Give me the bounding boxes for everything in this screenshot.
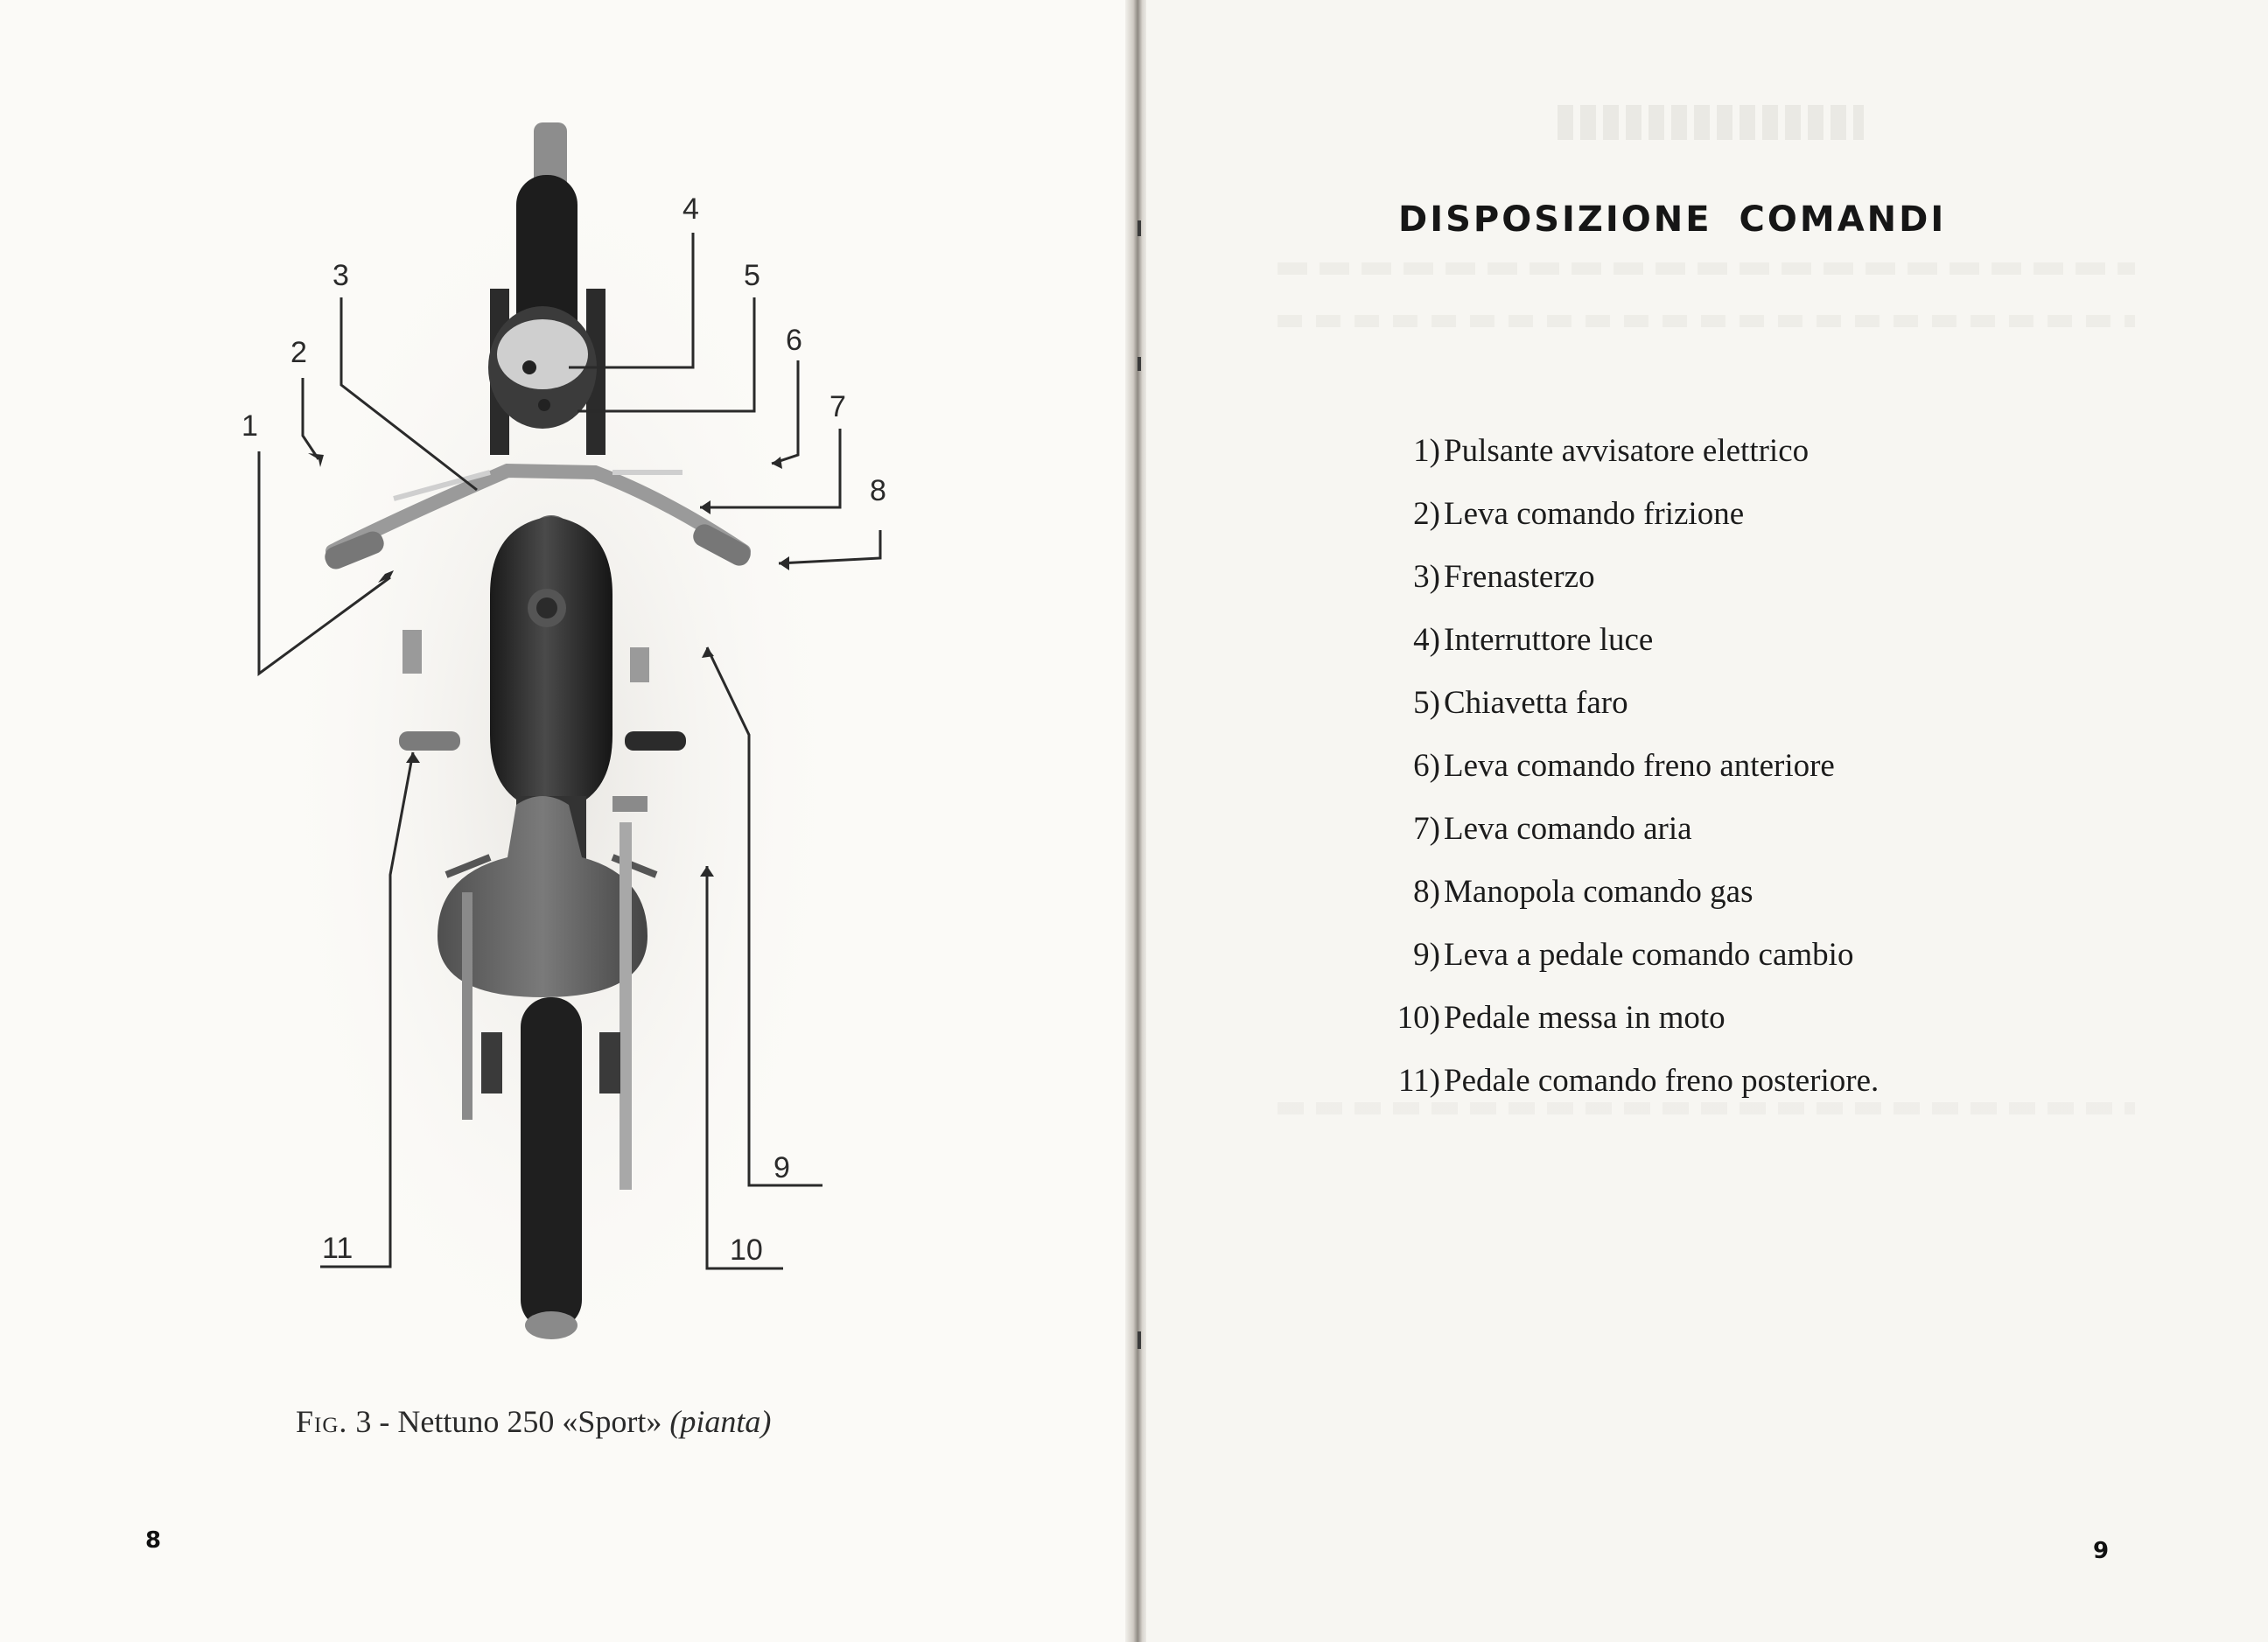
control-label: Leva comando aria bbox=[1444, 811, 1692, 847]
list-item bbox=[1348, 679, 1628, 742]
callout-7: 7 bbox=[830, 390, 846, 423]
controls-list bbox=[1348, 427, 1880, 1120]
callout-5: 5 bbox=[744, 259, 760, 292]
caption-title: Nettuno 250 «Sport» bbox=[397, 1404, 662, 1439]
control-label: Leva comando frizione bbox=[1444, 496, 1745, 532]
list-item bbox=[1348, 553, 1595, 616]
page-number-right: 9 bbox=[2093, 1538, 2110, 1564]
control-number: 5) bbox=[1413, 685, 1440, 721]
list-item bbox=[1348, 427, 1810, 490]
list-item bbox=[1348, 490, 1745, 553]
control-number: 1) bbox=[1413, 433, 1440, 469]
page-heading: DISPOSIZIONE COMANDI bbox=[1398, 199, 1947, 240]
caption-fig-number: 3 bbox=[355, 1404, 372, 1439]
control-number: 6) bbox=[1413, 748, 1440, 784]
callout-6: 6 bbox=[786, 324, 802, 357]
callout-2: 2 bbox=[290, 336, 307, 369]
list-item bbox=[1348, 994, 1726, 1057]
bleed-through-decoration bbox=[1278, 315, 2135, 327]
control-label: Pedale messa in moto bbox=[1444, 1000, 1726, 1036]
control-number: 4) bbox=[1413, 622, 1440, 658]
control-number: 11) bbox=[1398, 1063, 1440, 1099]
list-item bbox=[1348, 931, 1854, 994]
page-number-left: 8 bbox=[145, 1527, 162, 1554]
control-label: Frenasterzo bbox=[1444, 559, 1595, 595]
control-label: Pulsante avvisatore elettrico bbox=[1444, 433, 1810, 469]
control-label: Manopola comando gas bbox=[1444, 874, 1754, 910]
control-label: Pedale comando freno posteriore. bbox=[1444, 1063, 1880, 1099]
callout-1: 1 bbox=[242, 409, 258, 443]
list-item bbox=[1348, 742, 1835, 805]
control-number: 9) bbox=[1413, 937, 1440, 973]
caption-fig-label: Fig. bbox=[296, 1404, 348, 1439]
control-label: Interruttore luce bbox=[1444, 622, 1654, 658]
control-label: Chiavetta faro bbox=[1444, 685, 1628, 721]
control-label: Leva comando freno anteriore bbox=[1444, 748, 1835, 784]
book-gutter bbox=[1125, 0, 1148, 1642]
control-number: 7) bbox=[1413, 811, 1440, 847]
figure-caption bbox=[296, 1403, 771, 1440]
callout-11: 11 bbox=[322, 1232, 354, 1265]
control-number: 8) bbox=[1413, 874, 1440, 910]
callout-10: 10 bbox=[730, 1233, 763, 1267]
callout-3: 3 bbox=[332, 259, 349, 292]
callout-8: 8 bbox=[870, 474, 886, 507]
list-item bbox=[1348, 805, 1692, 868]
control-label: Leva a pedale comando cambio bbox=[1444, 937, 1854, 973]
control-number: 10) bbox=[1396, 1000, 1440, 1036]
control-number: 3) bbox=[1413, 559, 1440, 595]
caption-separator: - bbox=[379, 1404, 390, 1439]
motorcycle-illustration bbox=[228, 105, 945, 1382]
motorcycle-figure bbox=[228, 105, 945, 1382]
list-item bbox=[1348, 1057, 1880, 1120]
caption-subtitle: (pianta) bbox=[669, 1404, 772, 1439]
right-page bbox=[1146, 0, 2268, 1642]
gutter-tick bbox=[1138, 220, 1141, 236]
bleed-through-decoration bbox=[1278, 262, 2135, 275]
gutter-tick bbox=[1138, 357, 1141, 371]
list-item bbox=[1348, 616, 1654, 679]
callout-4: 4 bbox=[682, 192, 699, 226]
gutter-tick bbox=[1138, 1331, 1141, 1349]
list-item bbox=[1348, 868, 1754, 931]
bleed-through-decoration bbox=[1558, 105, 1864, 140]
callout-9: 9 bbox=[774, 1151, 790, 1184]
control-number: 2) bbox=[1413, 496, 1440, 532]
